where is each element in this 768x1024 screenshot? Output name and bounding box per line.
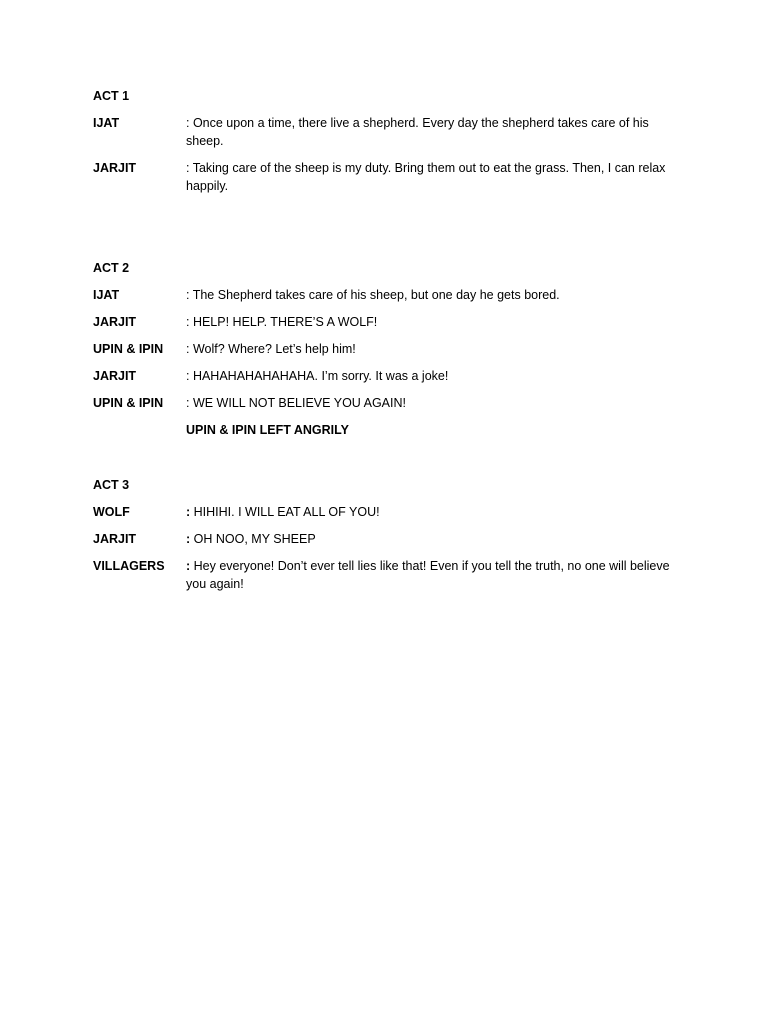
dialogue-line [93,394,673,412]
speaker-name: IJAT [93,116,120,130]
speech-colon: : [186,505,191,519]
speech-content: Hey everyone! Don’t ever tell lies like that! Even if you tell the truth, no one will believe you again! [186,559,670,591]
speaker-name: UPIN & IPIN [93,396,164,410]
dialogue-line [93,114,673,150]
act-spacer [93,204,673,259]
act-2 [93,259,673,439]
act-heading: ACT 1 [93,89,130,103]
speech-text [186,503,673,521]
speaker-name: JARJIT [93,369,137,383]
speaker-name: JARJIT [93,161,137,175]
speech-text [186,557,673,593]
speech-content: OH NOO, MY SHEEP [190,532,316,546]
speech-text [186,530,673,548]
speech-text: : Taking care of the sheep is my duty. Bring them out to eat the grass. Then, I can relax happily. [186,161,666,193]
act-heading: ACT 3 [93,478,130,492]
stage-direction-line [93,421,673,439]
script-document [93,87,673,602]
stage-direction: UPIN & IPIN LEFT ANGRILY [186,423,349,437]
speech-text: : HAHAHAHAHAHAHA. I’m sorry. It was a joke! [186,369,449,383]
speaker-name: WOLF [93,505,130,519]
speech-colon: : [186,559,191,573]
dialogue-line [93,286,673,304]
speech-text: : WE WILL NOT BELIEVE YOU AGAIN! [186,396,406,410]
speech-text: : Wolf? Where? Let’s help him! [186,342,356,356]
speaker-spacer [93,421,186,439]
speaker-name: JARJIT [93,315,137,329]
act-3 [93,476,673,593]
speaker-name: VILLAGERS [93,559,165,573]
dialogue-line [93,159,673,195]
dialogue-line [93,367,673,385]
dialogue-line [93,557,673,593]
speaker-name: IJAT [93,288,120,302]
dialogue-line [93,313,673,331]
dialogue-line [93,340,673,358]
speech-text: : HELP! HELP. THERE’S A WOLF! [186,315,378,329]
act-1 [93,87,673,195]
speech-text: : Once upon a time, there live a shepherd. Every day the shepherd takes care of his sheep. [186,116,649,148]
dialogue-line [93,530,673,548]
speaker-name: JARJIT [93,532,137,546]
dialogue-line [93,503,673,521]
speaker-name: UPIN & IPIN [93,342,164,356]
speech-text: : The Shepherd takes care of his sheep, but one day he gets bored. [186,288,560,302]
speech-content: HIHIHI. I WILL EAT ALL OF YOU! [190,505,380,519]
act-heading: ACT 2 [93,261,130,275]
act-spacer [93,448,673,476]
speech-colon: : [186,532,191,546]
